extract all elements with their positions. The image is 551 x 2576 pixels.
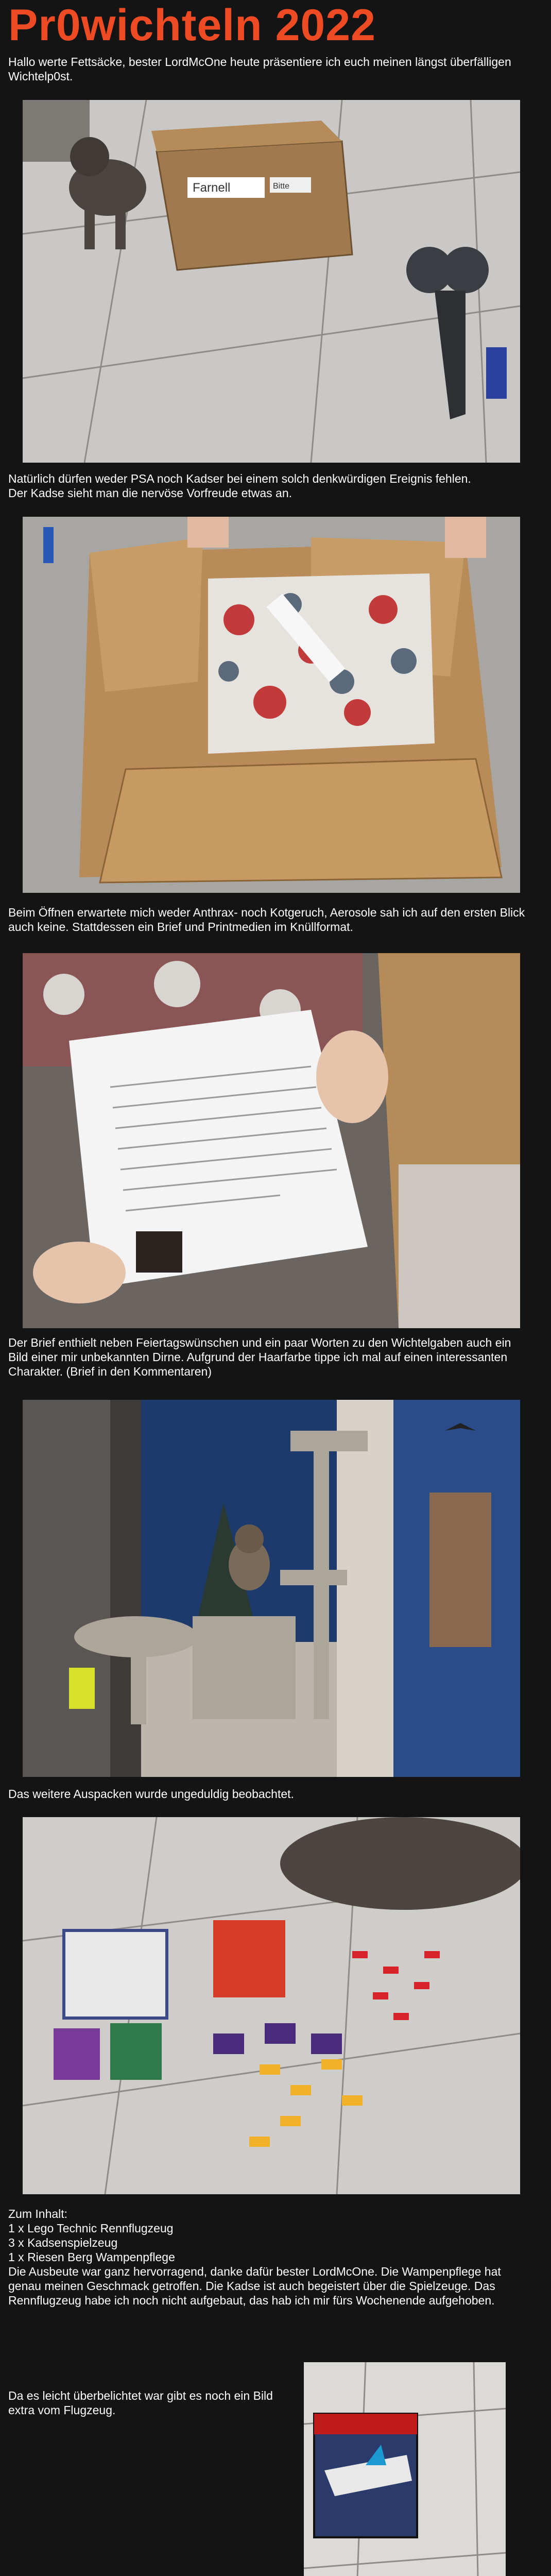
- intro-text: Hallo werte Fettsäcke, bester LordMcOne heute präsentiere ich euch meinen längst überfälligen Wichtelp0st.: [8, 55, 511, 83]
- photo-contents: [23, 1817, 520, 2194]
- paragraph-1: Natürlich dürfen weder PSA noch Kadser bei einem solch denkwürdigen Ereignis fehlen. Der Kadse sieht man die nervöse Vorfreude etwas an.: [8, 472, 471, 500]
- box-sticker-label: Bitte: [273, 182, 290, 191]
- paragraph-4: Das weitere Auspacken wurde ungeduldig beobachtet.: [8, 1787, 294, 1801]
- paragraph-2: Beim Öffnen erwartete mich weder Anthrax- noch Kotgeruch, Aerosole sah ich auf den ersten Blick auch keine. Stattdessen ein Brief und Printmedien im Knüllformat.: [8, 906, 525, 934]
- photo-cat-box-mask: [23, 100, 520, 463]
- photo-open-box: [23, 517, 520, 893]
- photo-cat-tree: [23, 1400, 520, 1777]
- photo-lego-box: [304, 2362, 506, 2576]
- page-title: Pr0wichteln 2022: [8, 1, 376, 50]
- paragraph-5: Da es leicht überbelichtet war gibt es noch ein Bild extra vom Flugzeug.: [8, 2389, 273, 2417]
- paragraph-contents: Zum Inhalt: 1 x Lego Technic Rennflugzeug 3 x Kadsenspielzeug 1 x Riesen Berg Wampenpflege Die Ausbeute war ganz hervorragend, danke dafür bester LordMcOne. Die Wampenpflege hat genau meinen Geschmack getroffen. Die Kadse ist auch begeistert über die Spielzeuge. Das Rennflugzeug habe ich noch nicht aufgebaut, das hab ich mir fürs Wochenende aufgehoben.: [8, 2207, 501, 2307]
- box-brand-label: Farnell: [193, 181, 231, 195]
- photo-letter: [23, 953, 520, 1328]
- paragraph-3: Der Brief enthielt neben Feiertagswünschen und ein paar Worten zu den Wichtelgaben auch ein Bild einer mir unbekannten Dirne. Aufgrund der Haarfarbe tippe ich mal auf einen interessanten Charakter. (Brief in den Kommentaren): [8, 1336, 511, 1378]
